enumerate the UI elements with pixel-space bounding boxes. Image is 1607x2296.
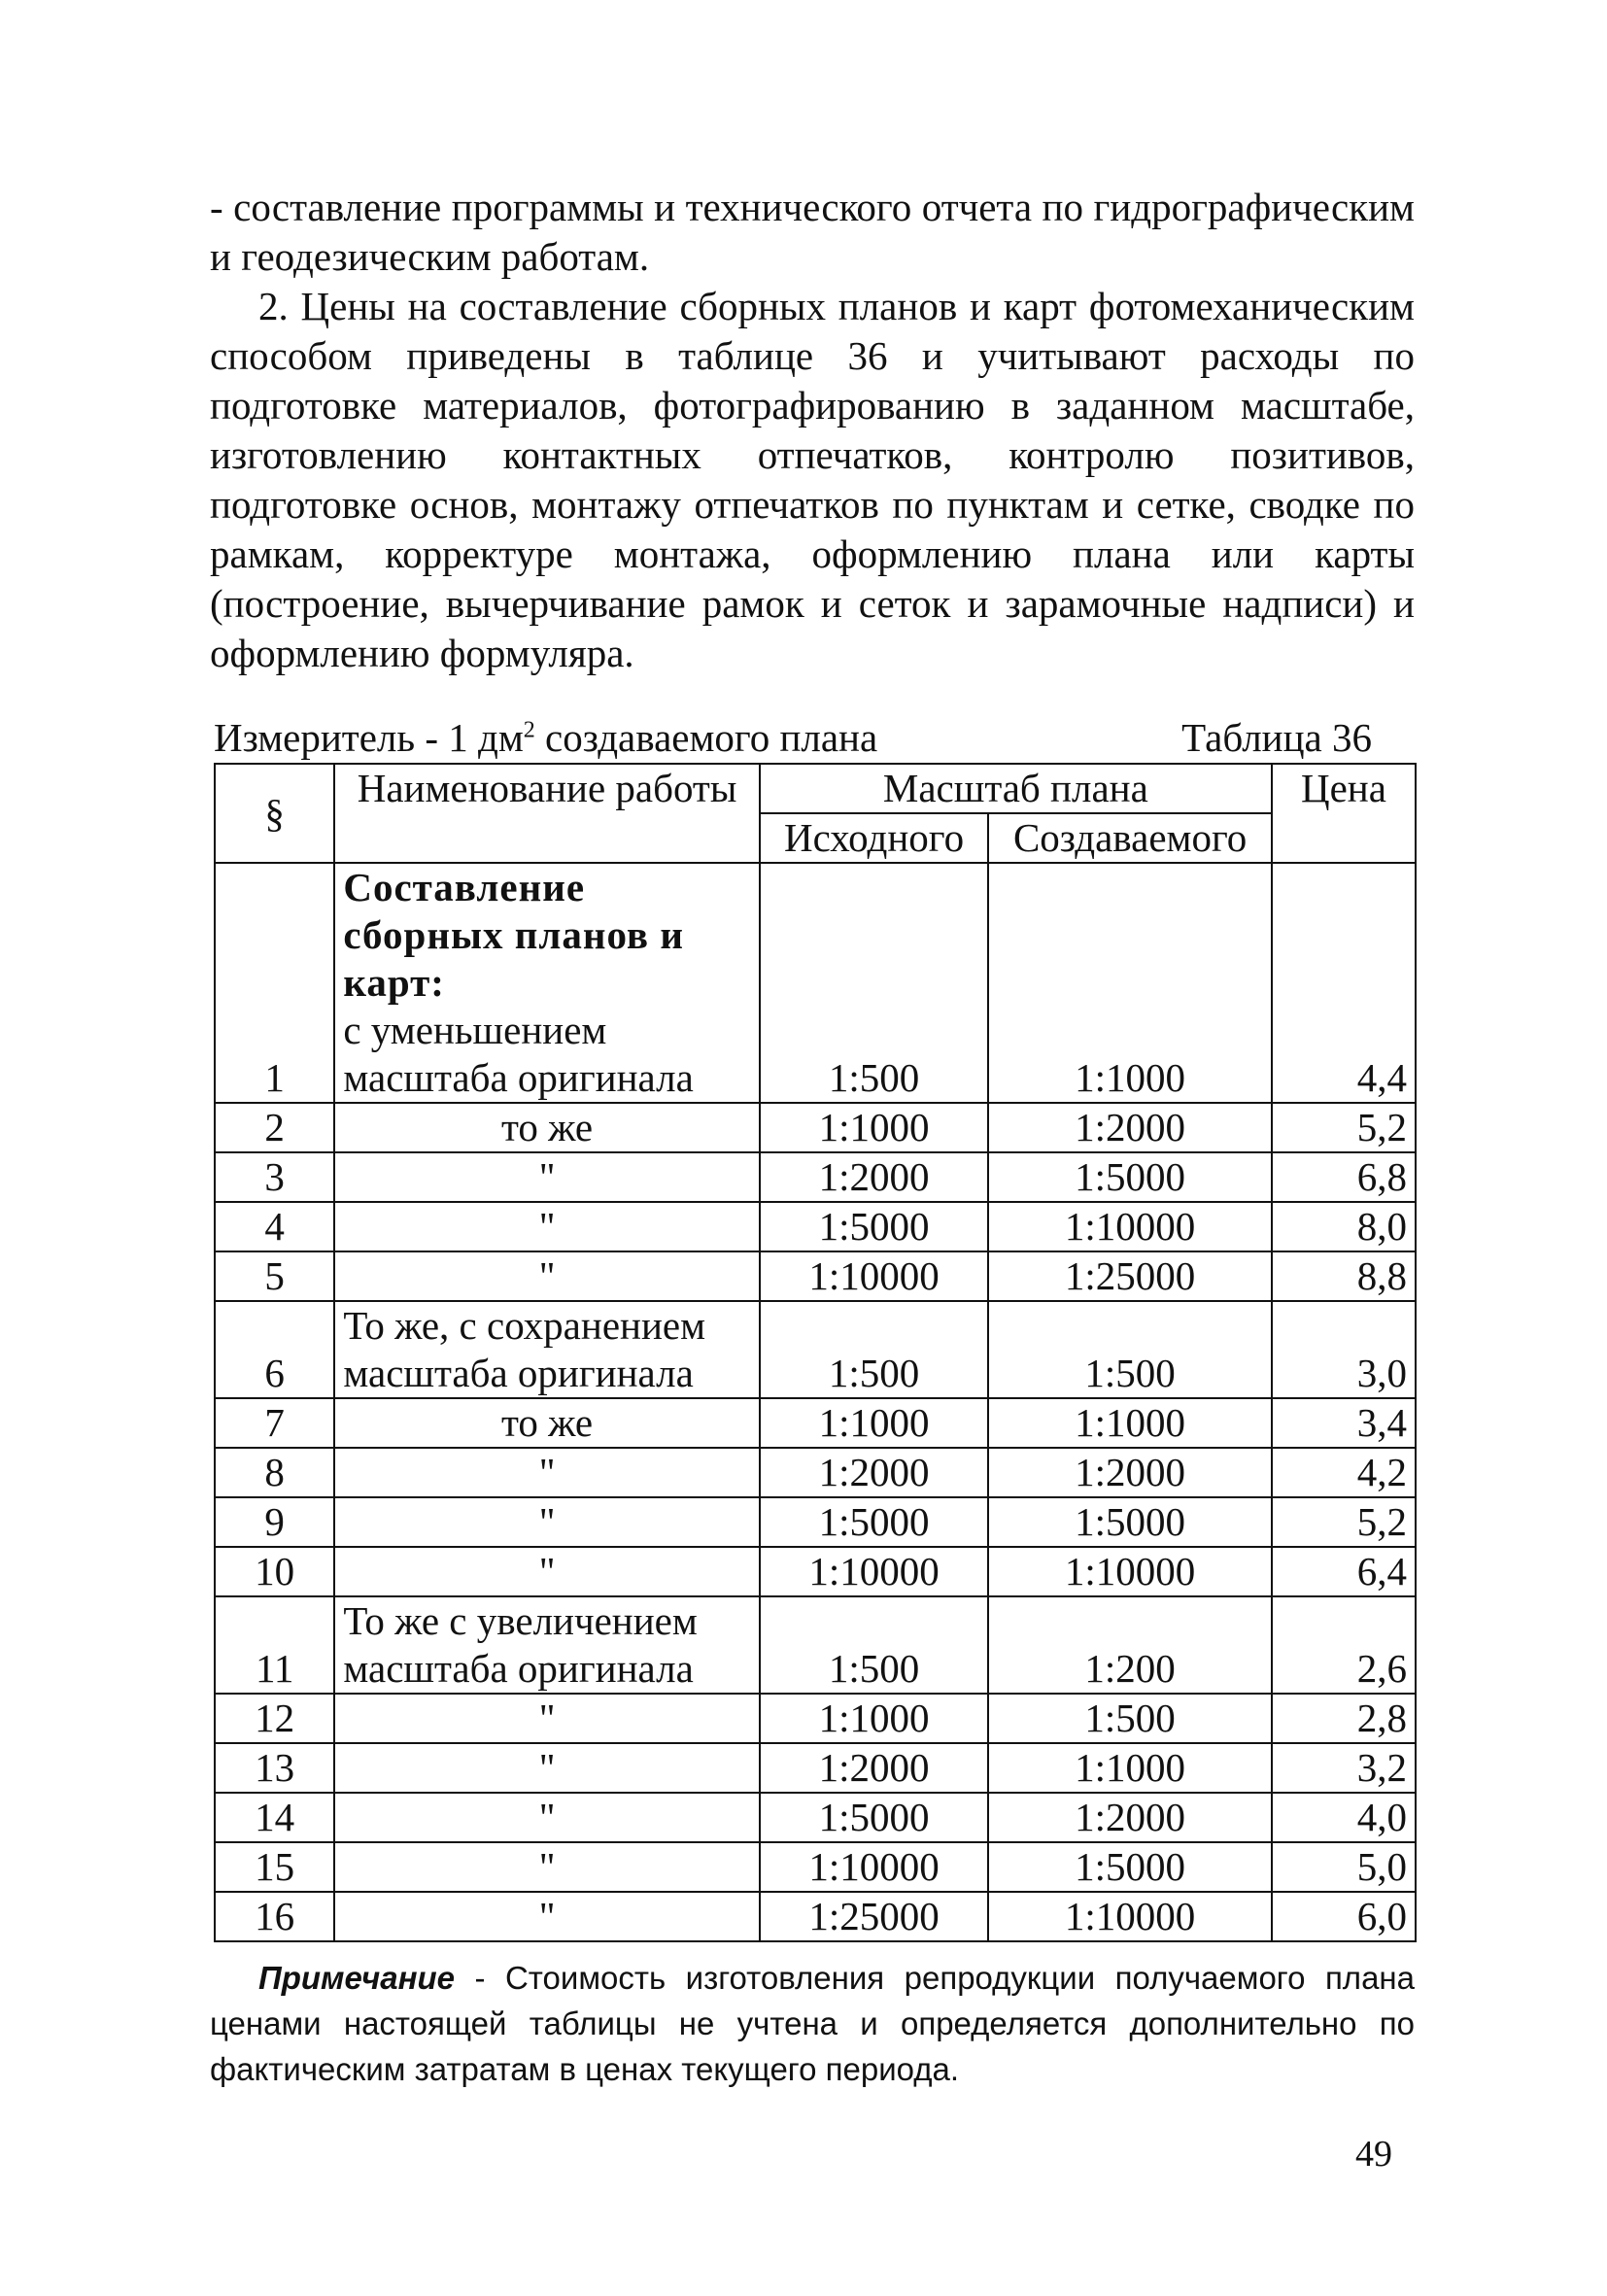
cell-target-scale: 1:1000 [988, 1743, 1272, 1793]
cell-name: " [334, 1497, 759, 1547]
cell-source-scale: 1:5000 [760, 1497, 989, 1547]
cell-price: 4,4 [1272, 863, 1416, 1103]
cell-source-scale: 1:500 [760, 1301, 989, 1398]
cell-target-scale: 1:5000 [988, 1842, 1272, 1892]
cell-source-scale: 1:1000 [760, 1398, 989, 1448]
paragraph-program-report: - составление программы и технического отчета по гидрографическим и геодезическим работам. [210, 185, 1415, 279]
cell-target-scale: 1:10000 [988, 1202, 1272, 1251]
cell-target-scale: 1:10000 [988, 1892, 1272, 1941]
table-row [215, 1547, 1416, 1596]
cell-source-scale: 1:2000 [760, 1448, 989, 1497]
cell-price: 6,4 [1272, 1547, 1416, 1596]
header-name: Наименование работы [334, 764, 759, 863]
cell-paragraph: 14 [215, 1793, 334, 1842]
cell-paragraph: 6 [215, 1301, 334, 1398]
header-target: Создаваемого [988, 813, 1272, 863]
table-row [215, 1743, 1416, 1793]
header-scale: Масштаб плана [760, 764, 1272, 813]
cell-name [334, 863, 759, 1103]
cell-price: 8,8 [1272, 1251, 1416, 1301]
table-row [215, 1793, 1416, 1842]
header-source: Исходного [760, 813, 989, 863]
cell-target-scale: 1:25000 [988, 1251, 1272, 1301]
group-subtitle: с уменьшением масштаба оригинала [343, 1008, 694, 1100]
cell-name: " [334, 1694, 759, 1743]
cell-price: 3,2 [1272, 1743, 1416, 1793]
price-table [214, 763, 1417, 1942]
cell-target-scale: 1:5000 [988, 1497, 1272, 1547]
cell-source-scale: 1:25000 [760, 1892, 989, 1941]
cell-paragraph: 12 [215, 1694, 334, 1743]
table-row [215, 1448, 1416, 1497]
cell-name: " [334, 1152, 759, 1202]
cell-price: 2,8 [1272, 1694, 1416, 1743]
cell-target-scale: 1:500 [988, 1301, 1272, 1398]
cell-name: то же [334, 1398, 759, 1448]
cell-name: " [334, 1448, 759, 1497]
note-label: Примечание [258, 1960, 456, 1996]
cell-paragraph: 15 [215, 1842, 334, 1892]
cell-name: " [334, 1547, 759, 1596]
cell-source-scale: 1:1000 [760, 1694, 989, 1743]
cell-source-scale: 1:10000 [760, 1251, 989, 1301]
header-price: Цена [1272, 764, 1416, 863]
paragraph-prices-description: 2. Цены на составление сборных планов и карт фотомеханическим способом приведены в таблице 36 и учитывают расходы по подготовке материалов, фотографированию в заданном масштабе, изготовлению контактных отпечатков, контролю позитивов, подготовке основ, монтажу отпечатков по пунктам и сетке, сводке по рамкам, корректуре монтажа, оформлению плана или карты (построение, вычерчивание рамок и сеток и зарамочные надписи) и оформлению формуляра. [210, 284, 1415, 675]
cell-paragraph: 1 [215, 863, 334, 1103]
table-measure: Измеритель - 1 $дм^2$ создаваемого плана [214, 715, 878, 760]
cell-price: 4,2 [1272, 1448, 1416, 1497]
cell-name: " [334, 1251, 759, 1301]
table-row [215, 1152, 1416, 1202]
cell-paragraph: 2 [215, 1103, 334, 1152]
table-row [215, 1251, 1416, 1301]
cell-paragraph: 13 [215, 1743, 334, 1793]
cell-source-scale: 1:1000 [760, 1103, 989, 1152]
cell-price: 5,2 [1272, 1103, 1416, 1152]
cell-target-scale: 1:200 [988, 1596, 1272, 1694]
cell-price: 5,0 [1272, 1842, 1416, 1892]
cell-target-scale: 1:5000 [988, 1152, 1272, 1202]
table-row [215, 1202, 1416, 1251]
cell-name: То же с увеличением масштаба оригинала [334, 1596, 759, 1694]
note [210, 1955, 1415, 2092]
table-row [215, 1892, 1416, 1941]
cell-source-scale: 1:2000 [760, 1743, 989, 1793]
cell-source-scale: 1:5000 [760, 1793, 989, 1842]
cell-price: 8,0 [1272, 1202, 1416, 1251]
cell-paragraph: 10 [215, 1547, 334, 1596]
header-paragraph: § [215, 764, 334, 863]
cell-source-scale: 1:10000 [760, 1547, 989, 1596]
cell-paragraph: 5 [215, 1251, 334, 1301]
cell-target-scale: 1:1000 [988, 863, 1272, 1103]
table-caption [214, 713, 1372, 762]
table-row [215, 1497, 1416, 1547]
cell-price: 3,4 [1272, 1398, 1416, 1448]
cell-paragraph: 7 [215, 1398, 334, 1448]
cell-target-scale: 1:1000 [988, 1398, 1272, 1448]
table-row [215, 1103, 1416, 1152]
cell-paragraph: 8 [215, 1448, 334, 1497]
cell-target-scale: 1:10000 [988, 1547, 1272, 1596]
cell-name: " [334, 1743, 759, 1793]
cell-paragraph: 3 [215, 1152, 334, 1202]
cell-price: 3,0 [1272, 1301, 1416, 1398]
cell-name: То же, с сохранением масштаба оригинала [334, 1301, 759, 1398]
cell-price: 5,2 [1272, 1497, 1416, 1547]
table-row [215, 1301, 1416, 1398]
cell-source-scale: 1:5000 [760, 1202, 989, 1251]
cell-source-scale: 1:500 [760, 863, 989, 1103]
cell-paragraph: 9 [215, 1497, 334, 1547]
table-row [215, 1842, 1416, 1892]
group-title: Составление сборных планов и карт: [343, 865, 684, 1005]
table-row [215, 1398, 1416, 1448]
cell-name: " [334, 1793, 759, 1842]
cell-target-scale: 1:2000 [988, 1793, 1272, 1842]
cell-price: 4,0 [1272, 1793, 1416, 1842]
cell-price: 2,6 [1272, 1596, 1416, 1694]
cell-name: " [334, 1202, 759, 1251]
cell-name: " [334, 1892, 759, 1941]
cell-source-scale: 1:10000 [760, 1842, 989, 1892]
cell-paragraph: 16 [215, 1892, 334, 1941]
cell-name: то же [334, 1103, 759, 1152]
cell-source-scale: 1:2000 [760, 1152, 989, 1202]
cell-name: " [334, 1842, 759, 1892]
table-row [215, 1694, 1416, 1743]
table-row [215, 863, 1416, 1103]
cell-paragraph: 4 [215, 1202, 334, 1251]
cell-target-scale: 1:2000 [988, 1448, 1272, 1497]
cell-target-scale: 1:500 [988, 1694, 1272, 1743]
cell-price: 6,8 [1272, 1152, 1416, 1202]
cell-target-scale: 1:2000 [988, 1103, 1272, 1152]
page-number: 49 [1355, 2134, 1392, 2175]
table-label: Таблица 36 [1181, 715, 1372, 760]
cell-source-scale: 1:500 [760, 1596, 989, 1694]
cell-paragraph: 11 [215, 1596, 334, 1694]
cell-price: 6,0 [1272, 1892, 1416, 1941]
note-text: - Стоимость изготовления репродукции получаемого плана ценами настоящей таблицы не учтена и определяется дополнительно по фактическим затратам в ценах текущего периода. [210, 1960, 1415, 2087]
table-row [215, 1596, 1416, 1694]
